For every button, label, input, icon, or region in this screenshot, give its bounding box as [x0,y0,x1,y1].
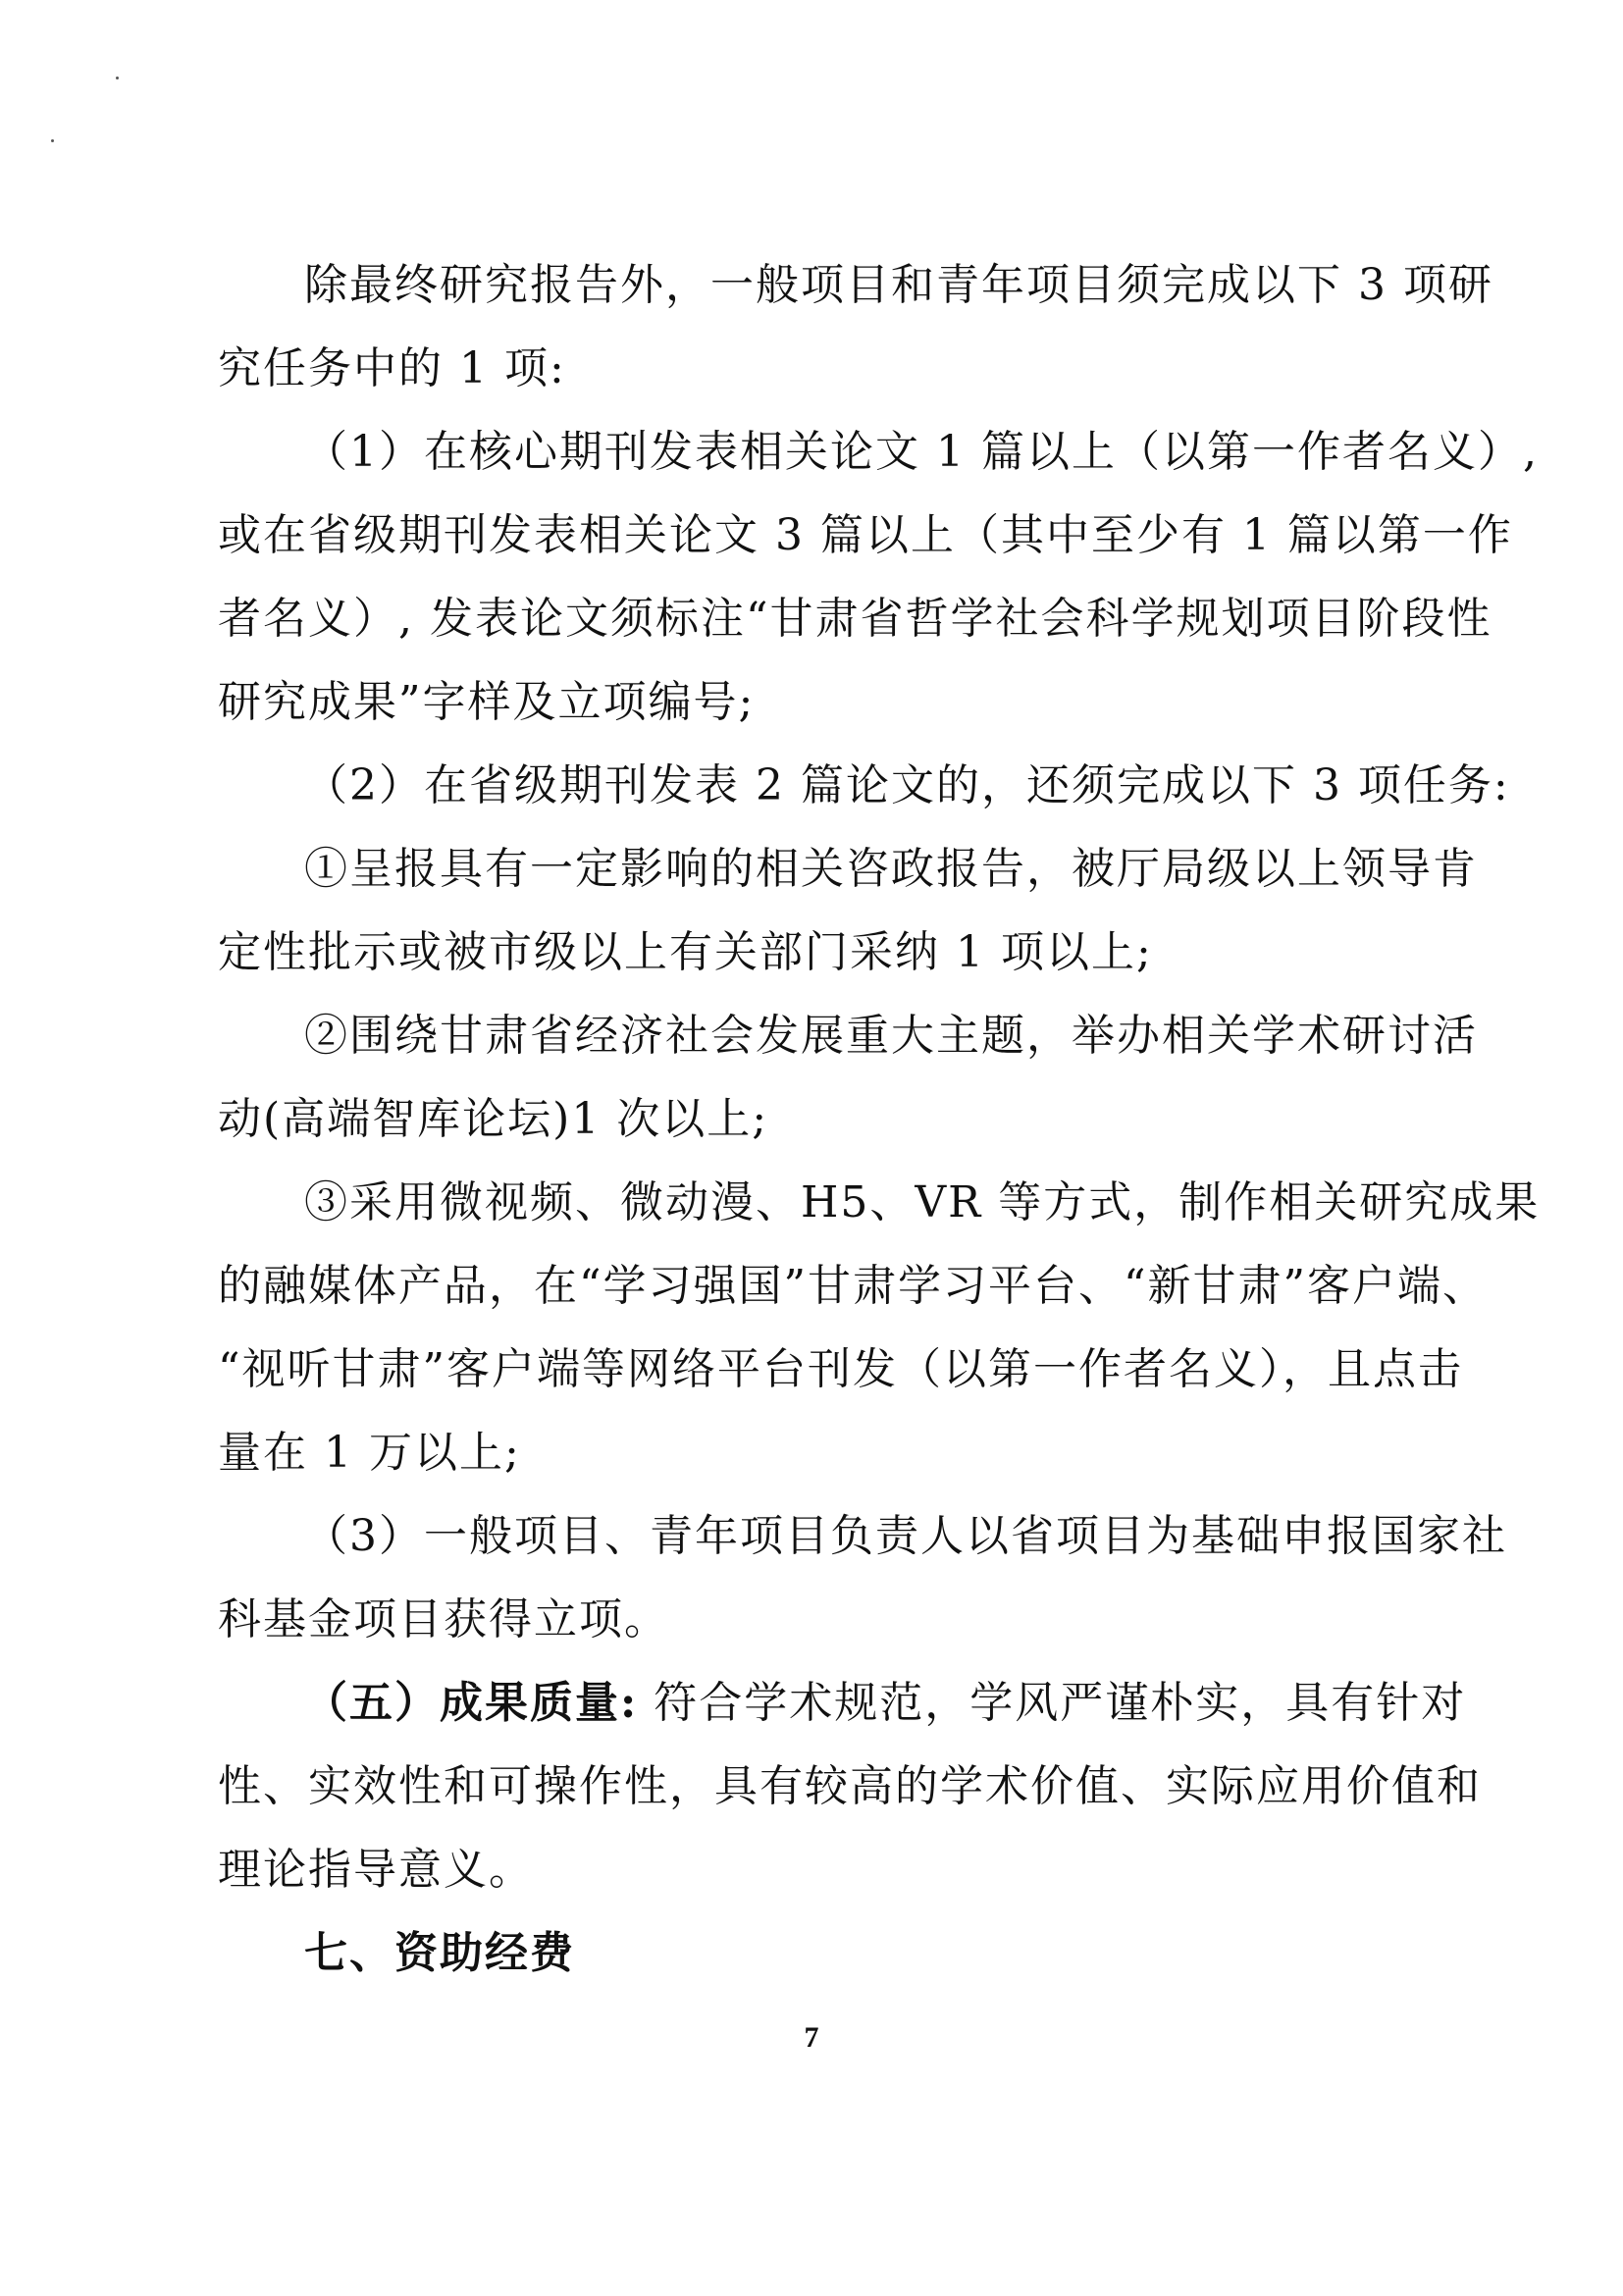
paragraph-line: 理论指导意义。 [218,1845,534,1895]
scan-speck [51,139,54,142]
quality-text: 符合学术规范，学风严谨朴实，具有针对 [638,1678,1467,1728]
paragraph-line: 究任务中的 1 项: [218,343,566,393]
quality-heading: （五）成果质量: [304,1678,639,1728]
paragraph-line: ②围绕甘肃省经济社会发展重大主题，举办相关学术研讨活 [304,1011,1478,1061]
paragraph-line: 除最终研究报告外，一般项目和青年项目须完成以下 3 项研 [304,260,1493,310]
scan-speck [116,77,119,79]
paragraph-line: （3）一般项目、青年项目负责人以省项目为基础申报国家社 [304,1511,1507,1561]
paragraph-line: （1）在核心期刊发表相关论文 1 篇以上（以第一作者名义）, [304,427,1539,477]
document-body [218,243,1541,1995]
paragraph-line: 的融媒体产品，在“学习强国”甘肃学习平台、“新甘肃”客户端、 [218,1261,1488,1311]
paragraph-line: 量在 1 万以上; [218,1428,521,1478]
paragraph-line: ①呈报具有一定影响的相关咨政报告，被厅局级以上领导肯 [304,844,1478,894]
paragraph-line: 研究成果”字样及立项编号; [218,677,756,727]
paragraph-line: ③采用微视频、微动漫、H5、VR 等方式，制作相关研究成果 [304,1177,1541,1227]
section-heading: 七、资助经费 [304,1928,575,1978]
paragraph-line: 性、实效性和可操作性，具有较高的学术价值、实际应用价值和 [218,1761,1482,1811]
quality-paragraph-line [218,1661,1467,1745]
paragraph-line: 定性批示或被市级以上有关部门采纳 1 项以上; [218,927,1153,977]
paragraph-line: 动(高端智库论坛)1 次以上; [218,1094,769,1144]
paragraph-line: 或在省级期刊发表相关论文 3 篇以上（其中至少有 1 篇以第一作 [218,510,1513,560]
paragraph-line: 科基金项目获得立项。 [218,1594,669,1644]
paragraph-line: （2）在省级期刊发表 2 篇论文的，还须完成以下 3 项任务: [304,760,1510,810]
paragraph-line: 者名义）, 发表论文须标注“甘肃省哲学社会科学规划项目阶段性 [218,594,1492,644]
page-number: 7 [804,2021,819,2054]
paragraph-line: “视听甘肃”客户端等网络平台刊发（以第一作者名义），且点击 [218,1344,1463,1394]
